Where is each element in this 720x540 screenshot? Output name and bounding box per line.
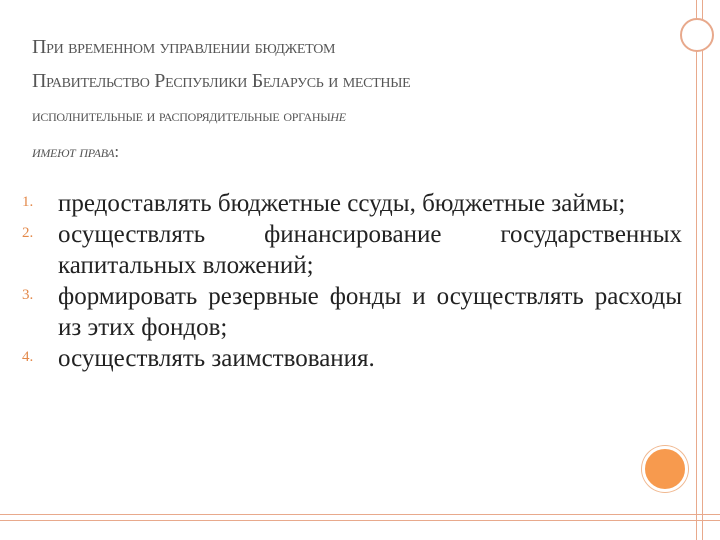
list-item [22,343,682,374]
title-line-3 [32,98,692,134]
list-item [22,188,682,219]
list-item [22,281,682,343]
title-line-4 [32,134,692,170]
list-number: 3. [22,287,34,303]
decorative-circle-bottom [642,446,688,492]
slide-frame-horizontal-line [0,514,720,521]
title-line-3-text: исполнительные и распорядительные органы [32,106,331,125]
list-text: формировать резервные фонды и осуществлять расходы из этих фондов; [58,283,682,341]
title-line-2: Правительство Республики Беларусь и местные [32,70,411,92]
title-line-3-emphasis: не [330,106,346,125]
prohibitions-list [22,188,682,374]
list-item [22,219,682,281]
slide-frame-vertical-line [696,0,703,540]
list-number: 1. [22,194,34,210]
slide-title [32,30,692,170]
list-text: осуществлять заимствования. [58,345,375,372]
list-text: осуществлять финансирование государственных капитальных вложений; [58,221,682,279]
list-number: 4. [22,349,34,365]
list-number: 2. [22,225,34,241]
list-text: предоставлять бюджетные ссуды, бюджетные займы; [58,190,626,217]
title-line-4-colon: : [114,142,119,161]
title-line-4-text: имеют права [32,142,115,161]
title-line-1: При временном управлении бюджетом [32,36,336,58]
